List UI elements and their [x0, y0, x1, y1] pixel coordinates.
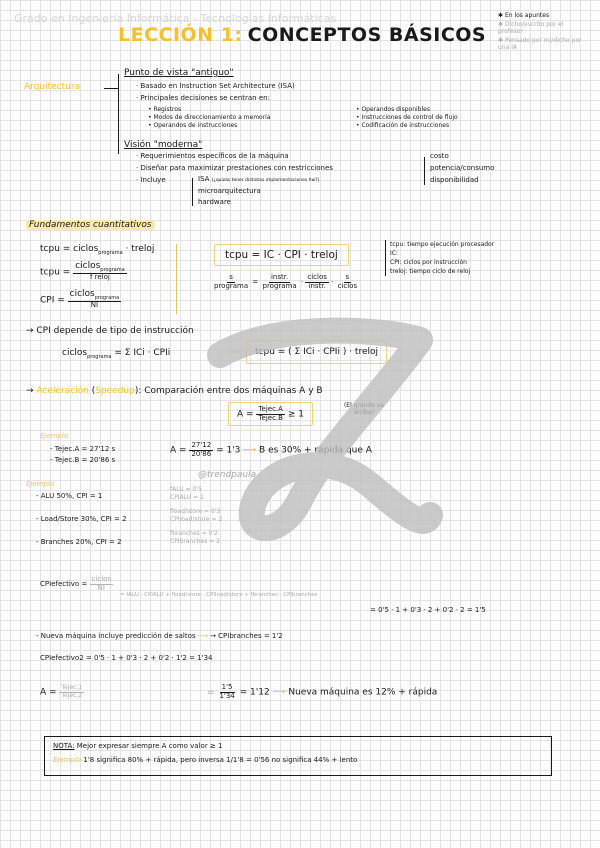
cpi-tipo-text: → CPI depende de tipo de instrucción: [26, 326, 194, 336]
arrow-icon: ⟶: [226, 348, 239, 358]
definitions-list: tcpu: tiempo ejecución procesador IC: CPI: ciclos por instrucción treloj: tiempo ciclo de reloj: [390, 241, 495, 275]
ejemplo-label: Ejemplo: [40, 432, 69, 440]
nota-box: [44, 736, 552, 776]
fundamentos-title: Fundamentos cuantitativos: [26, 220, 155, 230]
nota-line: NOTA: Mejor expresar siempre A como valor ≥ 1: [53, 742, 223, 750]
formula-tcpu-2: tcpu = $\frac{ciclos_{programa}}{\text{f reloj}}$: [40, 261, 125, 282]
antiguo-item: · Basado en Instruction Set Architecture (ISA): [136, 82, 295, 90]
moderna-item: · Diseñar para maximizar prestaciones con restricciones: [136, 164, 333, 172]
title-topic: CONCEPTOS BÁSICOS: [247, 24, 487, 46]
tcpu-sum-box: tcpu = ( Σ ICi · CPIi ) · treloj: [246, 340, 387, 364]
antiguo-title: Punto de vista "antiguo": [124, 68, 234, 78]
legend-item: ✱ Pensado por mí/dicho por una IA: [498, 37, 582, 51]
aceleracion-note: (El grande va arriba): [343, 402, 385, 416]
antiguo-item: · Principales decisiones se centran en:: [136, 94, 270, 102]
ejemplo2-item: - Branches 20%, CPI = 2: [36, 538, 122, 546]
cpi-efectivo2: CPIefectivo2 = 0'5 · 1 + 0'3 · 2 + 0'2 · 1'2 = 1'34: [40, 654, 213, 662]
cpi-expand: = fALU · CPIALU + fload/store · CPIload/store + fbranches · CPIbranches: [120, 592, 318, 598]
formula-tcpu-1: tcpu = ciclos$_{programa}$ · treloj: [40, 244, 155, 256]
decisiones-left: • Registros • Modos de direccionamiento a memoria • Operandos de instrucciones: [148, 106, 271, 129]
ejemplo1-calc: A = $\frac{27'12}{20'86}$ = 1'3 ⟶ B es 30% + rápida que A: [170, 441, 372, 458]
cpi-efectivo-formula: CPIefectivo = $\frac{\text{ciclos}}{NI}$: [40, 575, 112, 592]
moderna-title: Visión "moderna": [124, 140, 203, 150]
aceleracion-formula-box: A = $\frac{\text{Tejec.A}}{\text{Tejec.B}}$ ≥ 1: [228, 402, 313, 426]
nueva-maquina-line: - Nueva máquina incluye predicción de saltos ⟶ → CPIbranches = 1'2: [36, 632, 283, 640]
nota-example: Ejemplo 1'8 significa 80% + rápida, pero inversa 1/1'8 = 0'56 no significa 44% + lento: [53, 756, 358, 764]
ejemplo1-items: - Tejec.A = 27'12 s - Tejec.B = 20'86 s: [50, 445, 116, 464]
logo-watermark-icon: [170, 300, 470, 570]
cpi-result: = 0'5 · 1 + 0'3 · 2 + 0'2 · 2 = 1'5: [370, 606, 486, 614]
degree-watermark: Grado en Ingeniería Informática - Tecnologías Informáticas: [14, 12, 337, 25]
restricciones-list: costo potencia/consumo disponibilidad: [430, 152, 495, 184]
aceleracion-final: A = $\frac{\text{Tejec.1}}{\text{Tejec.2}}$ = $\frac{1'5}{1'34}$ = 1'12 ⟶ Nueva máquina es 12% + rápida: [40, 683, 438, 700]
moderna-item: · Requerimientos específicos de la máquina: [136, 152, 289, 160]
handle-watermark: @trendpaula: [198, 470, 257, 480]
moderna-item: · Incluye: [136, 176, 166, 184]
ejemplo2-freqs: fALU = 0'5 CPIALU = 1 fload/store = 0'3 CPIload/store = 2 fbranches = 0'2 CPIbranches = 2: [170, 486, 223, 545]
legend-item: ✱ Dicho/escrito por el profesor: [498, 21, 564, 35]
ejemplo-label: Ejemplo: [26, 480, 55, 488]
page-title: [118, 24, 486, 46]
title-lesson: LECCIÓN 1:: [118, 24, 243, 46]
incluye-list: ISA (¿quizás tener distintas implementaciones hw?) microarquitectura hardware: [198, 175, 320, 206]
color-legend: [498, 12, 588, 51]
ciclos-sum-formula: ciclos$_{programa}$ = Σ ICi · CPIi: [62, 348, 171, 360]
ejemplo2-item: - Load/Store 30%, CPI = 2: [36, 515, 127, 523]
main-formula-box: tcpu = IC · CPI · treloj: [214, 244, 349, 266]
decisiones-right: • Operandos disponibles • Instrucciones de control de flujo • Codificación de instrucciones: [356, 106, 458, 129]
legend-item: ✱ En los apuntes: [498, 12, 550, 19]
formula-cpi: CPI = $\frac{ciclos_{programa}}{NI}$: [40, 289, 120, 310]
aceleracion-line: → Aceleración (Speedup): Comparación entre dos máquinas A y B: [26, 386, 323, 396]
ejemplo2-item: - ALU 50%, CPI = 1: [36, 492, 103, 500]
units-row: $\frac{s}{\text{programa}}$ = $\frac{\text{instr.}}{\text{programa}}$ · $\frac{\text{ciclos}}{\text{instr.}}$ · $\frac{s}{\text{ciclos}}$: [214, 273, 358, 290]
arquitectura-label: Arquitectura: [24, 82, 81, 92]
